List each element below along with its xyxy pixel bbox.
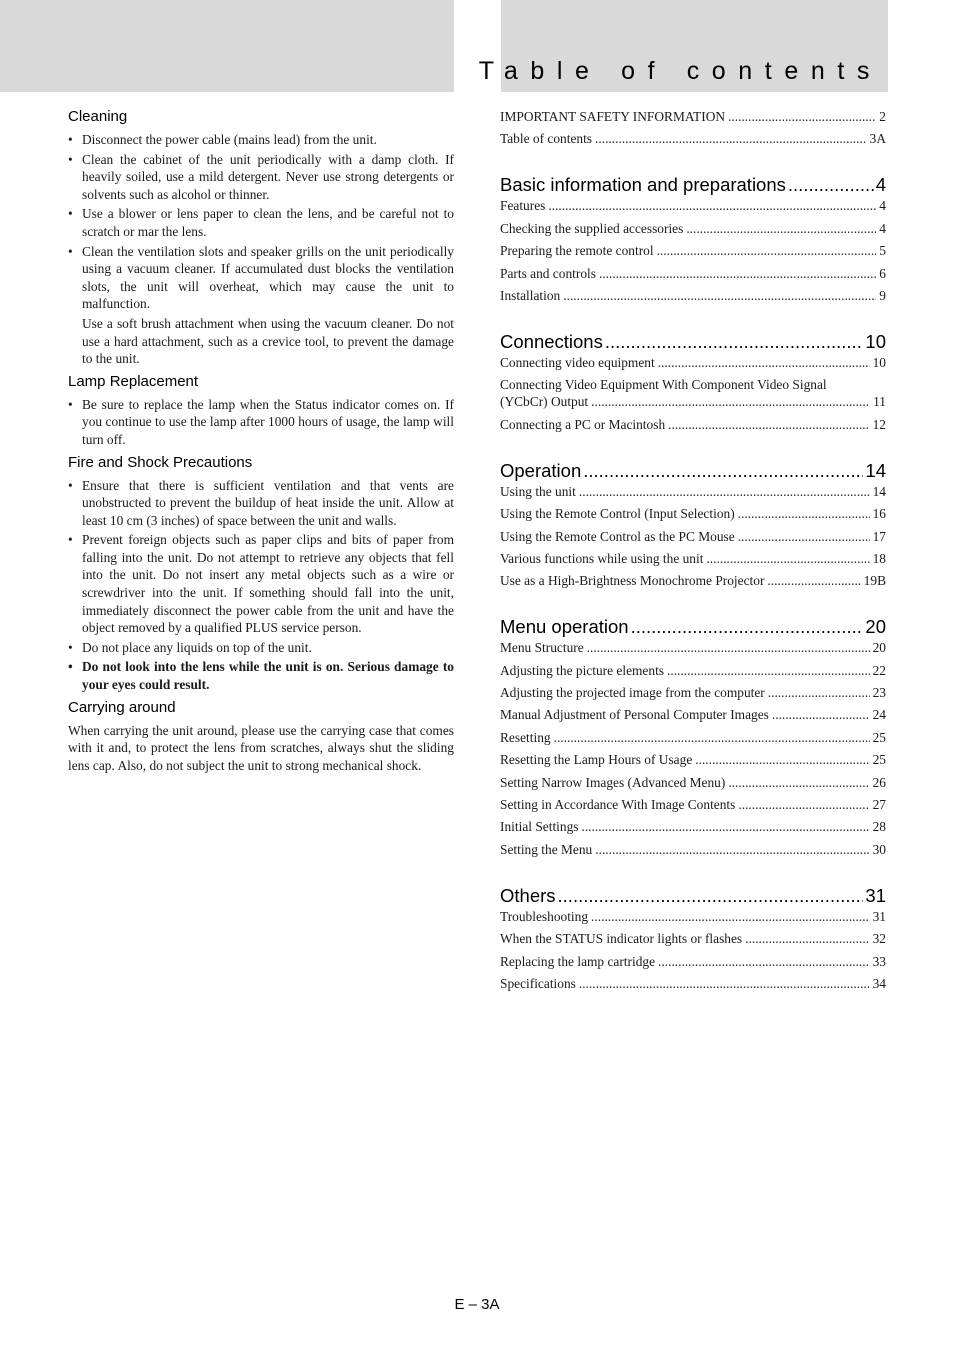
toc-entry-page: 34 <box>872 975 886 991</box>
toc-group-heading[interactable] <box>500 173 886 197</box>
toc-entry-page: 31 <box>872 908 886 924</box>
toc-entry-label: Checking the supplied accessories <box>500 220 684 236</box>
toc-entry-page: 18 <box>872 550 886 566</box>
leader-dots <box>745 930 869 947</box>
toc-entry-page: 16 <box>872 506 886 522</box>
toc-entry-label: Installation <box>500 287 561 303</box>
toc-group-heading[interactable] <box>500 615 886 639</box>
toc-group-basic <box>500 173 886 304</box>
toc-entry-label: Adjusting the projected image from the computer <box>500 685 765 701</box>
toc-entry[interactable] <box>500 528 886 545</box>
header-band-left <box>0 0 454 92</box>
leader-dots <box>728 774 869 791</box>
leader-dots <box>583 459 863 483</box>
toc-group-title: Others <box>500 884 556 906</box>
toc-entry-page: 4 <box>879 198 886 214</box>
leader-dots <box>595 130 867 147</box>
toc-entry-label: Setting Narrow Images (Advanced Menu) <box>500 774 726 790</box>
leader-dots <box>591 908 870 925</box>
toc-group-connections <box>500 330 886 433</box>
toc-entry-label: Using the unit <box>500 483 576 499</box>
toc-group-page: 31 <box>865 884 886 906</box>
leader-dots <box>768 684 870 701</box>
cleaning-heading: Cleaning <box>68 108 128 125</box>
toc-entry-label: Setting in Accordance With Image Contents <box>500 797 736 813</box>
leader-dots <box>667 662 870 679</box>
toc-entry-page: 12 <box>872 416 886 432</box>
toc-entry-label: Use as a High-Brightness Monochrome Projector <box>500 573 765 589</box>
page-title: Table of contents <box>478 57 882 85</box>
toc-entry-page: 2 <box>879 109 886 124</box>
toc-group-title: Operation <box>500 459 582 481</box>
lamp-section <box>68 372 454 449</box>
toc-entry[interactable] <box>500 841 886 858</box>
leader-dots <box>668 416 869 433</box>
toc-group-title: Menu operation <box>500 616 629 638</box>
toc-entry[interactable] <box>500 376 886 393</box>
fire-heading: Fire and Shock Precautions <box>68 453 253 471</box>
toc-entry-page: 28 <box>872 819 886 835</box>
leader-dots <box>587 639 870 656</box>
toc-entry-label: Initial Settings <box>500 819 579 835</box>
toc-entry-page: 25 <box>872 729 886 745</box>
toc-entry[interactable] <box>500 483 886 500</box>
toc-entry[interactable] <box>500 130 886 147</box>
toc-entry-page: 3A <box>869 131 886 147</box>
toc-entry-label: Manual Adjustment of Personal Computer Images <box>500 707 769 723</box>
list-item: • Use a blower or lens paper to clean the lens, and be careful not to scratch or mar the lens. <box>68 205 454 240</box>
leader-dots <box>695 751 869 768</box>
toc-entry-label: Adjusting the picture elements <box>500 662 664 678</box>
toc-group-page: 10 <box>865 330 886 352</box>
list-item-continuation: Use a soft brush attachment when using the vacuum cleaner. Do not use a hard attachment, such as a crevice tool, to prevent the damage to the unit. <box>82 315 454 367</box>
toc-group-page: 4 <box>875 174 886 196</box>
toc-entry-label: Preparing the remote control <box>500 243 654 259</box>
lamp-list <box>68 396 454 449</box>
leader-dots <box>591 393 870 410</box>
warning-item: • Do not look into the lens while the unit is on. Serious damage to your eyes could result. <box>68 658 454 693</box>
list-item-text: Clean the ventilation slots and speaker grills on the unit periodically using a vacuum cleaner. If accumulated dust blocks the ventilation slots, the unit will overheat, which may cause the unit to malfunction. <box>82 243 454 312</box>
list-item: • Be sure to replace the lamp when the Status indicator comes on. If you continue to use the lamp after 1000 hours of usage, the lamp will turn off. <box>68 396 454 449</box>
toc-entry-label: Features <box>500 198 546 214</box>
toc-group-menu <box>500 615 886 858</box>
toc-intro <box>500 108 886 147</box>
leader-dots <box>738 528 870 545</box>
leader-dots <box>658 354 870 371</box>
toc-entry[interactable] <box>500 287 886 304</box>
toc-entry-page: 4 <box>879 220 886 236</box>
cleaning-list <box>68 131 454 368</box>
toc-entry-page: 23 <box>872 685 886 701</box>
toc-entry-label: Replacing the lamp cartridge <box>500 953 656 969</box>
fire-section <box>68 453 454 694</box>
toc-group-title: Basic information and preparations <box>500 174 786 196</box>
toc-entry[interactable] <box>500 416 886 433</box>
toc-entry-page: 30 <box>872 841 886 857</box>
leader-dots <box>767 572 860 589</box>
toc-entry-label: Using the Remote Control (Input Selection) <box>500 506 735 522</box>
toc-entry[interactable] <box>500 354 886 371</box>
list-item: • Prevent foreign objects such as paper clips and bits of paper from falling into the unit. Do not attempt to retrieve any objects that fell into the unit. Do not insert any metal objects such as a wire or screwdriver into the unit. If something should fall into the unit, immediately disconnect the power cable from the unit and have the object removed by a qualified PLUS service person. <box>68 531 454 637</box>
toc-entry-label: Connecting Video Equipment With Component Video Signal <box>500 377 827 393</box>
toc-entry-page: 17 <box>872 528 886 544</box>
toc-entry-label: Parts and controls <box>500 265 596 281</box>
leader-dots <box>658 953 870 970</box>
toc-entry-label: Connecting a PC or Macintosh <box>500 416 666 432</box>
toc-group-title: Connections <box>500 330 603 352</box>
leader-dots <box>579 483 870 500</box>
toc-entry[interactable] <box>500 505 886 522</box>
toc-entry-label: Resetting the Lamp Hours of Usage <box>500 752 693 768</box>
leader-dots <box>579 975 870 992</box>
toc-entry-label: Menu Structure <box>500 640 584 656</box>
toc-entry-page: 10 <box>872 354 886 370</box>
leader-dots <box>772 706 870 723</box>
lamp-heading: Lamp Replacement <box>68 372 199 390</box>
toc-entry[interactable] <box>500 242 886 259</box>
toc-entry-page: 26 <box>872 774 886 790</box>
toc-entry-page: 14 <box>872 483 886 499</box>
toc-entry[interactable] <box>500 953 886 970</box>
toc-entry-page: 19B <box>863 573 886 589</box>
toc-entry[interactable] <box>500 639 886 656</box>
toc-entry-page: 20 <box>872 640 886 656</box>
toc-column <box>500 108 886 1018</box>
carrying-section <box>68 698 454 775</box>
toc-entry-label: Table of contents <box>500 131 593 147</box>
toc-entry-page: 5 <box>879 243 886 259</box>
toc-group-heading[interactable] <box>500 459 886 483</box>
leader-dots <box>738 505 870 522</box>
leader-dots <box>788 173 874 197</box>
carrying-text: When carrying the unit around, please use the carrying case that comes with it and, to protect the lens from scratches, always shut the sliding lens cap. Also, do not subject the unit to strong mechanical shock. <box>68 722 454 773</box>
toc-entry[interactable] <box>500 108 886 125</box>
leader-dots <box>631 615 864 639</box>
leader-dots <box>657 242 877 259</box>
toc-entry-label: Various functions while using the unit <box>500 550 704 566</box>
leader-dots <box>599 265 876 282</box>
toc-entry[interactable] <box>500 197 886 214</box>
toc-entry-label: IMPORTANT SAFETY INFORMATION <box>500 109 726 124</box>
toc-entry[interactable] <box>500 729 886 746</box>
toc-entry-label: Specifications <box>500 975 576 991</box>
toc-entry-label: Connecting video equipment <box>500 354 655 370</box>
toc-entry-page: 32 <box>872 931 886 947</box>
list-item: • Ensure that there is sufficient ventilation and that vents are unobstructed to prevent the buildup of heat inside the unit. Allow at least 10 cm (3 inches) of space between the unit and walls. <box>68 477 454 530</box>
toc-entry[interactable] <box>500 796 886 813</box>
list-item: • Disconnect the power cable (mains lead) from the unit. <box>68 131 454 149</box>
toc-entry-label: Setting the Menu <box>500 841 593 857</box>
leader-dots <box>554 729 870 746</box>
toc-entry[interactable] <box>500 684 886 701</box>
toc-entry-page: 25 <box>872 752 886 768</box>
toc-group-page: 20 <box>865 616 886 638</box>
leader-dots <box>548 197 876 214</box>
header-band-right <box>478 0 888 92</box>
leader-dots <box>581 818 869 835</box>
toc-entry-label: When the STATUS indicator lights or flashes <box>500 931 743 947</box>
toc-entry[interactable] <box>500 572 886 589</box>
leader-dots <box>558 884 864 908</box>
leader-dots <box>563 287 876 304</box>
toc-entry[interactable] <box>500 930 886 947</box>
toc-entry[interactable] <box>500 662 886 679</box>
toc-group-others <box>500 884 886 992</box>
list-item: • Do not place any liquids on top of the unit. <box>68 639 454 657</box>
toc-entry-page: 6 <box>879 265 886 281</box>
list-item: • Clean the cabinet of the unit periodically with a damp cloth. If heavily soiled, use a mild detergent. Never use strong detergents or solvents such as alcohol or thinner. <box>68 151 454 204</box>
toc-entry[interactable] <box>500 220 886 237</box>
carrying-heading: Carrying around <box>68 698 176 716</box>
toc-entry-label: Resetting <box>500 729 551 745</box>
toc-group-heading[interactable] <box>500 884 886 908</box>
toc-entry[interactable] <box>500 818 886 835</box>
toc-entry-page: 11 <box>873 394 886 410</box>
leader-dots <box>595 841 869 858</box>
toc-entry-page: 27 <box>872 797 886 813</box>
toc-entry[interactable] <box>500 550 886 567</box>
toc-entry-label: Using the Remote Control as the PC Mouse <box>500 528 735 544</box>
leader-dots <box>738 796 869 813</box>
toc-group-page: 14 <box>865 459 886 481</box>
toc-entry[interactable] <box>500 751 886 768</box>
toc-entry-page: 24 <box>872 707 886 723</box>
leader-dots <box>706 550 869 567</box>
toc-entry[interactable] <box>500 908 886 925</box>
toc-entry-label: (YCbCr) Output <box>500 394 589 410</box>
toc-entry[interactable] <box>500 706 886 723</box>
toc-entry[interactable] <box>500 265 886 282</box>
toc-entry-label: Troubleshooting <box>500 908 589 924</box>
safety-column <box>68 107 454 778</box>
toc-group-operation <box>500 459 886 590</box>
toc-entry-continuation[interactable] <box>500 393 886 410</box>
fire-list <box>68 477 454 694</box>
toc-entry[interactable] <box>500 975 886 992</box>
cleaning-section <box>68 107 454 368</box>
leader-dots <box>728 108 876 125</box>
toc-entry-page: 22 <box>872 662 886 678</box>
page-number: E – 3A <box>454 1296 500 1313</box>
leader-dots <box>605 330 864 354</box>
toc-entry-page: 9 <box>879 287 886 303</box>
leader-dots <box>686 220 876 237</box>
toc-group-heading[interactable] <box>500 330 886 354</box>
toc-entry[interactable] <box>500 774 886 791</box>
toc-entry-page: 33 <box>872 953 886 969</box>
list-item <box>68 243 454 368</box>
